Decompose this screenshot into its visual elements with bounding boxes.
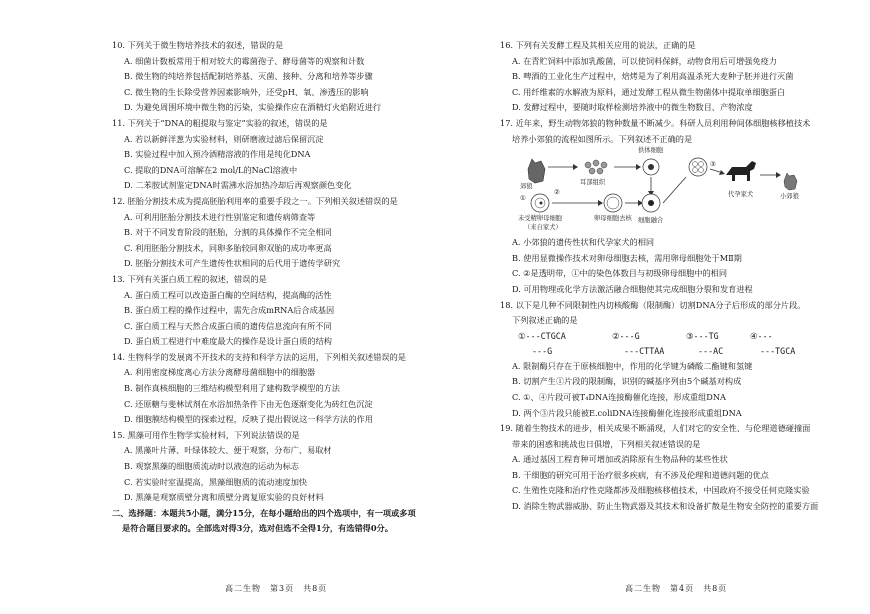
option: B. 蛋白质工程的操作过程中，需先合成mRNA后合成基因 [124,305,335,316]
label-ear-tissue: 耳部组织 [580,179,606,187]
question-stem-cont: 带来的困惑和挑战也日俱增，下列相关叙述错误的是 [512,438,701,449]
surrogate-dog-icon [726,161,756,181]
option: A. 小郊狼的遗传性状和代孕家犬的相同 [512,237,655,248]
label-surrogate: 代孕家犬 [728,191,754,199]
footer-page-3: 高二生物 第3页 共8页 [225,584,328,593]
option: D. 蛋白质工程进行中难度最大的操作是设计蛋白质的结构 [124,336,332,347]
right-column [500,38,840,515]
option: D. 发酵过程中，要随时取样检测培养液中的微生物数目、产物浓度 [512,102,753,113]
left-column [112,38,442,537]
option: C. 微生物的生长除受营养因素影响外，还受pH、氧、渗透压的影响 [124,86,369,97]
coyote-icon [528,159,545,183]
fragment-1-top: ①---CTGCA [518,330,566,341]
option: A. 若以新鲜洋葱为实验材料，则研磨液过滤后保留沉淀 [124,133,324,144]
question-13 [112,272,442,350]
option: A. 在青贮饲料中添加乳酸菌，可以使饲料保鲜，动物食用后可增强免疫力 [512,55,777,66]
question-16 [500,38,840,116]
option: A. 限制酶只存在于原核细胞中，作用的化学键为磷酸二酯键和氢键 [512,360,753,371]
marker-2: ② [554,189,560,197]
question-stem: 17. 近年来，野生动物郊狼的物种数量不断减少。科研人员利用种间体细胞核移植技术 [500,117,811,128]
marker-1: ① [520,195,526,203]
question-stem-cont: 下列叙述正确的是 [512,315,578,326]
question-14 [112,350,442,428]
option: D. 可用物理或化学方法激活融合细胞使其完成细胞分裂和发育进程 [512,283,753,294]
fragment-2-bottom: ---CTTAA [624,345,665,356]
option: C. 用纤维素的水解液为原料，通过发酵工程从微生物菌体中提取单细胞蛋白 [512,86,786,97]
label-enucleation: 卵母细胞去核 [594,215,632,223]
label-fusion: 细胞融合 [638,217,664,225]
small-coyote-icon [784,173,797,190]
question-stem: 14. 生物科学的发展离不开技术的支持和科学方法的运用，下列相关叙述错误的是 [112,351,406,362]
footer-page-4: 高二生物 第4页 共8页 [625,584,728,593]
option: A. 蛋白质工程可以改造蛋白酶的空间结构，提高酶的活性 [124,289,332,300]
option: A. 可利用胚胎分割技术进行性别鉴定和遗传病筛查等 [124,211,316,222]
option: A. 利用密度梯度离心方法分离酵母菌细胞中的细胞器 [124,367,316,378]
option: D. 为避免周围环境中微生物的污染，实验操作应在酒精灯火焰附近进行 [124,102,382,113]
question-stem: 15. 黑藻可用作生物学实验材料，下列说法错误的是 [112,429,300,440]
option: B. 对于不同发育阶段的胚胎，分割的具体操作不完全相同 [124,227,332,238]
option: B. 实验过程中加入预冷酒精溶液的作用是纯化DNA [124,149,311,160]
diagram-drawing [518,147,818,235]
question-stem: 16. 下列有关发酵工程及其相关应用的说法，正确的是 [500,40,696,50]
option: B. 微生物的纯培养包括配制培养基、灭菌、接种、分离和培养等步骤 [124,71,373,82]
label-donor-cell: 供体细胞 [638,147,664,155]
option: C. ②是透明带，①中的染色体数目与初级卵母细胞中的相同 [512,268,728,279]
option: C. 生殖性克隆和治疗性克隆都涉及细胞核移植技术，中国政府不接受任何克隆实验 [512,485,810,496]
option: C. 提取的DNA可溶解在2 mol/L的NaCl溶液中 [124,164,298,175]
question-stem: 12. 胚胎分割技术成为提高胚胎利用率的重要手段之一。下列相关叙述错误的是 [112,195,398,206]
fragment-2-top: ②---G [612,330,640,341]
section-two-line2: 是符合题目要求的。全部选对得3分，选对但选不全得1分，有选错得0分。 [122,523,393,534]
option: B. 切割产生①片段的限制酶，识别的碱基序列由5个碱基对构成 [512,376,742,387]
option: D. 二苯胺试剂鉴定DNA时需沸水浴加热冷却后再观察颜色变化 [124,180,352,191]
option: B. 干细胞的研究可用于治疗很多疾病，有不涉及伦理和道德问题的优点 [512,469,769,480]
option: C. 还原糖与斐林试剂在水浴加热条件下由无色逐渐变化为砖红色沉淀 [124,398,373,409]
question-stem: 19. 随着生物技术的进步，相关成果不断涌现，人们对它的安全性、与伦理道德碰撞面 [500,423,811,434]
section-two-heading [112,506,442,537]
option: B. 使用显微操作技术对卵母细胞去核，需用卵母细胞处于MⅡ期 [512,252,742,263]
label-oocyte-source: （来自家犬） [524,224,562,232]
option: C. 蛋白质工程与天然合成蛋白质的遗传信息流向有所不同 [124,320,332,331]
option: C. ①、④片段可被T₄DNA连接酶催化连接，形成重组DNA [512,391,726,402]
option: A. 黑藻叶片薄、叶绿体较大、便于观察，分布广、易取材 [124,445,332,456]
question-stem-cont: 培养小郊狼的流程如图所示。下列叙述不正确的是 [512,133,693,144]
ear-tissue-icon [585,160,607,174]
question-19 [500,421,840,515]
fragment-3-top: ③---TG [686,330,719,341]
nuclear-transfer-diagram [518,147,818,235]
embryo-icon [689,158,707,176]
option: D. 细胞膜结构模型的探索过程，反映了提出假说这一科学方法的作用 [124,414,373,425]
option: A. 通过基因工程育种可增加或消除原有生物品种的某些性状 [512,454,728,465]
option: D. 胚胎分割技术可产生遗传性状相同的后代用于遗传学研究 [124,258,341,269]
question-18 [500,298,840,422]
fragment-3-bottom: ---AC [698,345,724,356]
question-stem: 10. 下列关于微生物培养技术的叙述，错误的是 [112,40,284,50]
option: C. 利用胚胎分割技术，同卵多胎较同卵双胎的成功率更高 [124,242,332,253]
fragment-1-bottom: ---G [532,345,553,356]
question-stem: 13. 下列有关蛋白质工程的叙述，错误的是 [112,273,267,284]
option: D. 两个③片段只能被E.coliDNA连接酶催化连接形成重组DNA [512,407,742,418]
option: B. 啤酒的工业化生产过程中，焙烤是为了利用高温杀死大麦种子胚并进行灭菌 [512,71,794,82]
question-17 [500,116,840,298]
label-small-coyote: 小郊狼 [780,193,799,201]
question-stem: 11. 下列关于“DNA的粗提取与鉴定”实验的叙述，错误的是 [112,117,328,128]
label-oocyte: 未受精卵母细胞 [518,215,563,223]
question-stem: 18. 以下是几种不同限制性内切核酸酶（限制酶）切割DNA分子后形成的部分片段。 [500,299,806,310]
question-12 [112,194,442,272]
dna-fragments [512,329,840,359]
section-two-line1: 二、选择题：本题共5小题，满分15分，在每小题给出的四个选项中，有一项或多项 [112,507,416,518]
fragment-4-bottom: ---TGCA [760,345,796,356]
option: A. 细菌计数板常用于相对较大的霉菌孢子、酵母菌等的观察和计数 [124,55,365,66]
option: B. 制作真核细胞的三维结构模型利用了建构数学模型的方法 [124,383,340,394]
question-11 [112,116,442,194]
question-15 [112,428,442,506]
option: B. 观察黑藻的细胞质流动时以液泡的运动为标志 [124,461,299,472]
option: C. 若实验时室温提高，黑藻细胞质的流动速度加快 [124,476,308,487]
label-coyote: 郊狼 [520,183,533,191]
fragment-4-top: ④--- [750,330,773,341]
marker-3: ③ [710,161,716,169]
option: D. 黑藻是观察质壁分离和质壁分离复原实验的良好材料 [124,492,324,503]
option: D. 消除生物武器威胁、防止生物武器及其技术和设备扩散是生物安全防控的重要方面 [512,501,819,512]
question-10 [112,38,442,116]
